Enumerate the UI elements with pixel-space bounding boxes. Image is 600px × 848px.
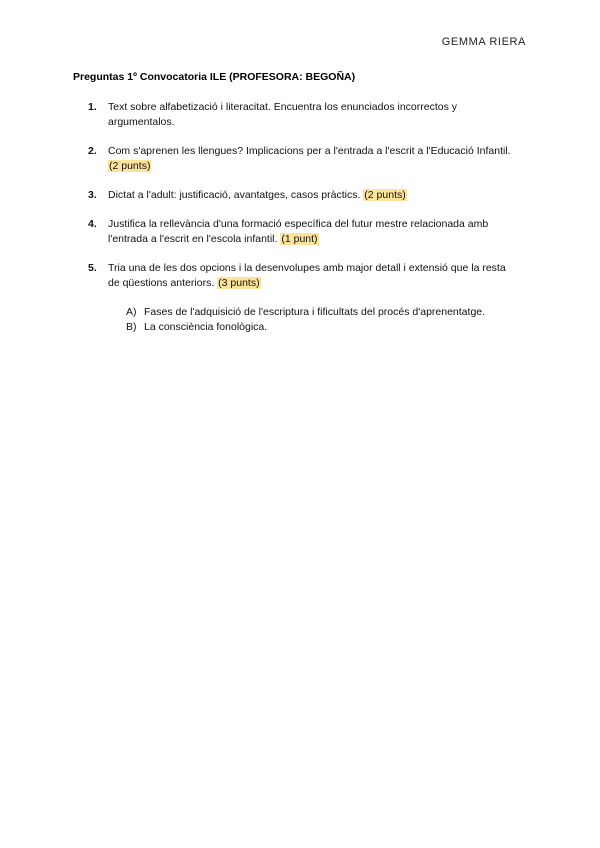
points-highlight: (2 punts) [109, 160, 151, 172]
question-item [88, 188, 518, 203]
question-number: 5. [88, 262, 97, 274]
question-item [88, 144, 518, 174]
option-letter: B) [126, 321, 137, 333]
option-item [126, 305, 518, 320]
points-highlight: (1 punt) [281, 233, 318, 245]
question-number: 1. [88, 101, 97, 113]
option-text: Fases de l'adquisició de l'escriptura i fificultats del procés d'aprenentatge. [144, 306, 486, 318]
question-text: Com s'aprenen les llengues? Implicacions per a l'entrada a l'escrit a l'Educació Infantil. [108, 145, 511, 157]
question-item [88, 217, 518, 247]
option-list [126, 305, 518, 335]
option-letter: A) [126, 306, 137, 318]
question-number: 2. [88, 145, 97, 157]
option-text: La consciència fonològica. [144, 321, 268, 333]
question-number: 3. [88, 189, 97, 201]
question-item [88, 100, 518, 130]
points-highlight: (3 punts) [218, 277, 260, 289]
option-item [126, 320, 518, 335]
question-text: Justifica la rellevància d'una formació específica del futur mestre relacionada amb l'entrada a l'escrit en l'escola infantil. [108, 218, 489, 245]
author-name: GEMMA RIERA [441, 36, 526, 48]
page-title: Preguntas 1º Convocatoria ILE (PROFESORA: BEGOÑA) [73, 71, 356, 83]
question-list [88, 100, 518, 335]
question-text: Text sobre alfabetizació i literacitat. Encuentra los enunciados incorrectos y argumentalos. [108, 101, 458, 128]
points-highlight: (2 punts) [364, 189, 406, 201]
question-text: Tria una de les dos opcions i la desenvolupes amb major detall i extensió que la resta de qüestions anteriors. [108, 262, 506, 289]
question-item [88, 261, 518, 335]
question-text: Dictat a l'adult: justificació, avantatges, casos pràctics. [108, 189, 364, 201]
question-number: 4. [88, 218, 97, 230]
